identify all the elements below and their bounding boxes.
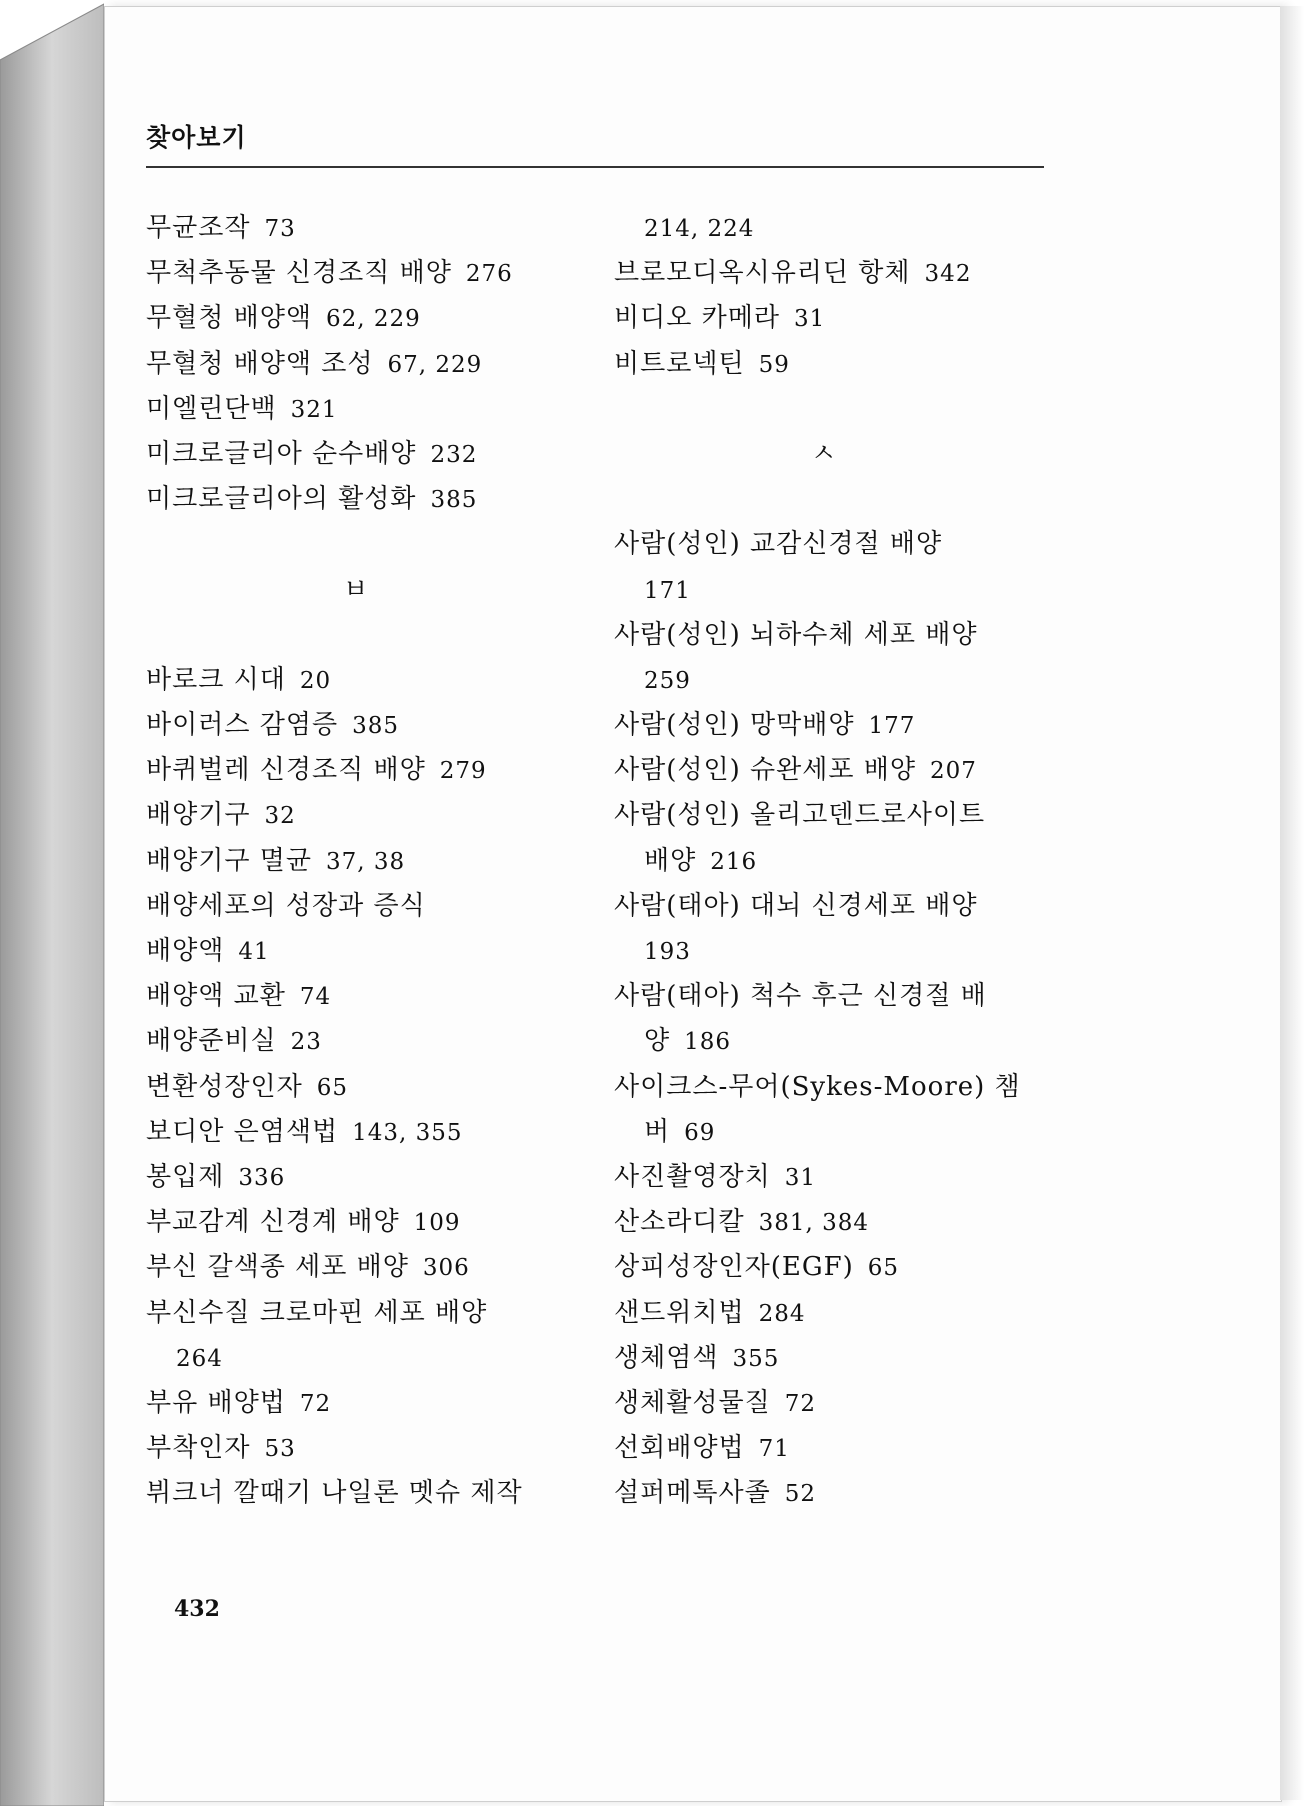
index-term: 배양세포의 성장과 증식 — [146, 890, 426, 921]
index-term: 배양준비실 — [146, 1026, 277, 1057]
index-entry — [146, 1291, 576, 1336]
index-page-refs: 336 — [238, 1164, 286, 1191]
index-term: 상피성장인자(EGF) — [614, 1252, 854, 1283]
index-spacer — [614, 387, 1044, 432]
index-page-refs: 321 — [290, 396, 338, 423]
index-entry — [614, 1019, 1044, 1064]
index-term: ㅂ — [342, 574, 370, 605]
index-term: 무균조작 — [146, 213, 251, 243]
index-term: 사람(태아) 척수 후근 신경절 배 — [614, 981, 987, 1012]
index-term: 생체활성물질 — [614, 1387, 771, 1418]
index-page-refs: 171 — [644, 577, 691, 604]
index-entry — [614, 251, 1044, 296]
index-page-refs: 216 — [710, 848, 758, 875]
index-page-refs: 232 — [430, 441, 478, 468]
index-entry — [614, 748, 1044, 793]
index-entry — [146, 251, 576, 296]
index-term: 사람(성인) 슈완세포 배양 — [614, 755, 916, 786]
index-term: 사람(성인) 뇌하수체 세포 배양 — [614, 619, 978, 650]
index-page-refs: 186 — [684, 1029, 732, 1056]
header-divider — [146, 166, 1044, 168]
index-term: 생체염색 — [614, 1342, 719, 1373]
index-entry — [614, 206, 1044, 251]
index-term: 선회배양법 — [614, 1433, 745, 1464]
index-page-refs: 214, 224 — [644, 216, 755, 242]
index-entry — [146, 1200, 576, 1245]
index-page-refs: 207 — [929, 758, 977, 785]
index-term: 양 — [644, 1026, 671, 1057]
index-entry — [614, 884, 1044, 929]
index-entry — [614, 1471, 1044, 1516]
index-page-refs: 20 — [299, 667, 332, 694]
index-term: 무척추동물 신경조직 배양 — [146, 258, 452, 289]
index-entry — [614, 1200, 1044, 1245]
index-term: 봉입제 — [146, 1161, 225, 1192]
index-page-refs: 342 — [924, 261, 972, 288]
index-term: 무혈청 배양액 — [146, 303, 312, 334]
index-page-refs: 59 — [758, 351, 790, 378]
index-entry — [146, 206, 576, 251]
index-page-refs: 67, 229 — [387, 351, 483, 378]
index-page-refs: 72 — [784, 1390, 816, 1417]
page-number: 432 — [174, 1596, 220, 1622]
index-page-refs: 264 — [176, 1345, 223, 1372]
index-column-right — [614, 206, 1044, 1516]
index-spacer — [146, 522, 576, 567]
index-entry — [146, 839, 576, 884]
index-page-refs: 177 — [868, 713, 916, 740]
index-page-refs: 259 — [644, 667, 691, 694]
index-term: 미크로글리아의 활성화 — [146, 484, 417, 515]
index-page-refs: 385 — [352, 713, 399, 740]
index-entry — [614, 1336, 1044, 1381]
index-entry — [614, 1381, 1044, 1426]
index-term: 바이러스 감염증 — [146, 710, 339, 741]
index-entry — [146, 884, 576, 929]
index-term: 설퍼메톡사졸 — [614, 1478, 771, 1509]
index-term: 배양기구 멸균 — [146, 845, 312, 876]
index-entry — [614, 1065, 1044, 1110]
index-entry — [146, 703, 576, 748]
index-term: 미엘린단백 — [146, 393, 277, 424]
index-term: 비트로넥틴 — [614, 348, 745, 379]
index-term: 사진촬영장치 — [614, 1161, 771, 1192]
index-page-refs: 74 — [299, 984, 332, 1011]
book-spine — [0, 0, 104, 1806]
index-term: 부신수질 크로마핀 세포 배양 — [146, 1297, 488, 1328]
index-term: 사람(성인) 교감신경절 배양 — [614, 529, 943, 560]
index-entry — [614, 793, 1044, 838]
index-term: 사이크스-무어(Sykes-Moore) 챔 — [614, 1071, 1021, 1102]
index-page-refs: 279 — [439, 758, 487, 785]
index-term: 배양액 — [146, 936, 225, 966]
index-page-refs: 385 — [430, 487, 478, 514]
index-term: 부유 배양법 — [146, 1387, 286, 1418]
index-page-refs: 306 — [422, 1255, 470, 1282]
index-term: 브로모디옥시유리딘 항체 — [614, 258, 911, 289]
index-page-refs: 37, 38 — [325, 848, 406, 875]
index-entry — [146, 929, 576, 974]
index-entry — [146, 748, 576, 793]
index-entry — [614, 1155, 1044, 1200]
index-letter-heading — [614, 432, 1044, 477]
index-spacer — [614, 477, 1044, 522]
index-term: 산소라디칼 — [614, 1207, 745, 1238]
index-page-refs: 65 — [316, 1074, 348, 1101]
index-page-refs: 276 — [465, 261, 513, 288]
index-term: 사람(성인) 올리고덴드로사이트 — [614, 800, 986, 831]
index-term: 뷔크너 깔때기 나일론 멧슈 제작 — [146, 1478, 523, 1509]
index-entry — [146, 1245, 576, 1290]
index-entry — [614, 342, 1044, 387]
index-page-refs: 143, 355 — [352, 1119, 463, 1146]
index-term: 배양액 교환 — [146, 981, 286, 1012]
index-page-refs: 109 — [413, 1210, 461, 1237]
index-entry — [146, 974, 576, 1019]
index-entry — [146, 387, 576, 432]
index-entry — [146, 432, 576, 477]
index-entry — [146, 793, 576, 838]
index-entry — [614, 568, 1044, 613]
index-entry — [146, 1110, 576, 1155]
index-term: 부착인자 — [146, 1433, 251, 1464]
index-page-refs: 73 — [264, 216, 296, 242]
index-page-refs: 284 — [758, 1300, 806, 1327]
index-term: 비디오 카메라 — [614, 303, 780, 334]
index-entry — [146, 1065, 576, 1110]
index-entry — [146, 1155, 576, 1200]
index-entry — [146, 1336, 576, 1381]
index-term: 바로크 시대 — [146, 664, 286, 695]
index-entry — [146, 1426, 576, 1471]
index-term: 배양 — [644, 845, 697, 876]
page-edge-shadow — [1280, 6, 1304, 1800]
index-page-refs: 72 — [299, 1390, 332, 1417]
index-column-left — [146, 206, 576, 1516]
index-term: ㅅ — [810, 438, 838, 469]
index-entry — [614, 658, 1044, 703]
index-term: 샌드위치법 — [614, 1297, 745, 1328]
index-page-refs: 23 — [290, 1029, 322, 1056]
index-page-refs: 31 — [784, 1164, 816, 1191]
index-entry — [614, 1426, 1044, 1471]
index-page-refs: 32 — [264, 803, 296, 830]
index-entry — [614, 296, 1044, 341]
index-page-refs: 62, 229 — [325, 306, 421, 333]
index-entry — [146, 1381, 576, 1426]
index-page-refs: 31 — [793, 306, 826, 333]
index-page-refs: 381, 384 — [758, 1210, 870, 1237]
index-page-refs: 52 — [784, 1481, 816, 1508]
index-entry — [146, 296, 576, 341]
index-entry — [614, 703, 1044, 748]
index-letter-heading — [146, 568, 576, 613]
index-page-refs: 355 — [732, 1345, 780, 1372]
index-entry — [146, 1471, 576, 1516]
index-term: 무혈청 배양액 조성 — [146, 348, 374, 379]
index-entry — [146, 342, 576, 387]
index-page-refs: 41 — [238, 939, 270, 965]
index-entry — [614, 1245, 1044, 1290]
index-page-refs: 65 — [867, 1255, 900, 1282]
index-term: 부교감계 신경계 배양 — [146, 1207, 400, 1238]
index-term: 부신 갈색종 세포 배양 — [146, 1252, 409, 1283]
index-term: 배양기구 — [146, 800, 251, 831]
index-entry — [614, 839, 1044, 884]
index-term: 미크로글리아 순수배양 — [146, 438, 417, 469]
index-term: 보디안 은염색법 — [146, 1116, 339, 1147]
index-entry — [614, 929, 1044, 974]
index-term: 사람(성인) 망막배양 — [614, 710, 855, 741]
index-term: 변환성장인자 — [146, 1071, 303, 1102]
index-page-refs: 193 — [644, 939, 691, 965]
index-page-refs: 69 — [684, 1119, 716, 1146]
index-entry — [614, 613, 1044, 658]
index-term: 바퀴벌레 신경조직 배양 — [146, 755, 426, 786]
index-entry — [614, 1110, 1044, 1155]
index-entry — [614, 974, 1044, 1019]
index-page-refs: 53 — [264, 1436, 296, 1463]
index-entry — [146, 1019, 576, 1064]
index-entry — [614, 522, 1044, 567]
index-entry — [614, 1291, 1044, 1336]
index-term: 버 — [644, 1116, 671, 1147]
page-header-title: 찾아보기 — [146, 123, 247, 152]
index-entry — [146, 477, 576, 522]
index-term: 사람(태아) 대뇌 신경세포 배양 — [614, 890, 978, 921]
index-page-refs: 71 — [758, 1436, 790, 1463]
index-spacer — [146, 613, 576, 658]
index-entry — [146, 658, 576, 703]
